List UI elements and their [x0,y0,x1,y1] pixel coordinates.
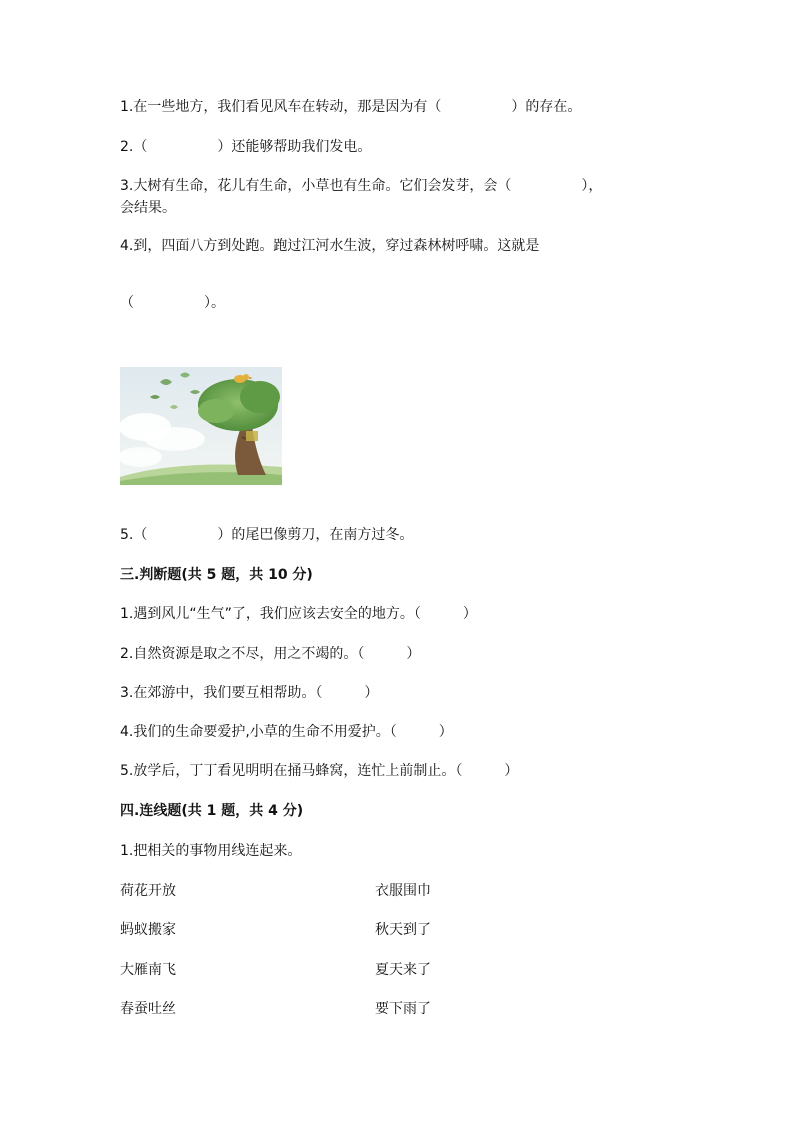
fill-question-1: 1.在一些地方，我们看见风车在转动，那是因为有（ ）的存在。 [120,99,582,115]
judge-question-1: 1.遇到风儿“生气”了，我们应该去安全的地方。（ ） [120,606,477,622]
match-right-item: 要下雨了 [375,1001,431,1017]
match-left-item: 大雁南飞 [120,962,176,978]
fill-question-2: 2.（ ）还能够帮助我们发电。 [120,139,372,155]
section-match-title: 四.连线题(共 1 题，共 4 分) [120,803,304,819]
judge-question-2: 2.自然资源是取之不尽，用之不竭的。（ ） [120,646,421,662]
match-right-item: 衣服围巾 [375,883,431,899]
match-question-1: 1.把相关的事物用线连起来。 [120,843,302,859]
judge-question-5: 5.放学后，丁丁看见明明在捅马蜂窝，连忙上前制止。（ ） [120,763,519,779]
fill-question-4-line-1: 4.到，四面八方到处跑。跑过江河水生波，穿过森林树呼啸。这就是 [120,238,540,254]
match-right-item: 秋天到了 [375,922,431,938]
judge-question-4: 4.我们的生命要爱护,小草的生命不用爱护。（ ） [120,724,453,740]
match-left-item: 蚂蚁搬家 [120,922,176,938]
tree-with-wind-and-bird-icon [120,367,282,485]
match-left-item: 荷花开放 [120,883,176,899]
section-judge-title: 三.判断题(共 5 题，共 10 分) [120,567,313,583]
tree-wind-illustration [120,367,282,485]
fill-question-3-line-2: 会结果。 [120,200,176,216]
judge-question-3: 3.在郊游中，我们要互相帮助。（ ） [120,685,379,701]
match-left-item: 春蚕吐丝 [120,1001,176,1017]
fill-question-3-line-1: 3.大树有生命，花儿有生命，小草也有生命。它们会发芽，会（ ）， [120,178,603,194]
fill-question-4-line-2: （ ）。 [120,295,225,311]
fill-question-5: 5.（ ）的尾巴像剪刀，在南方过冬。 [120,527,414,543]
match-right-item: 夏天来了 [375,962,431,978]
